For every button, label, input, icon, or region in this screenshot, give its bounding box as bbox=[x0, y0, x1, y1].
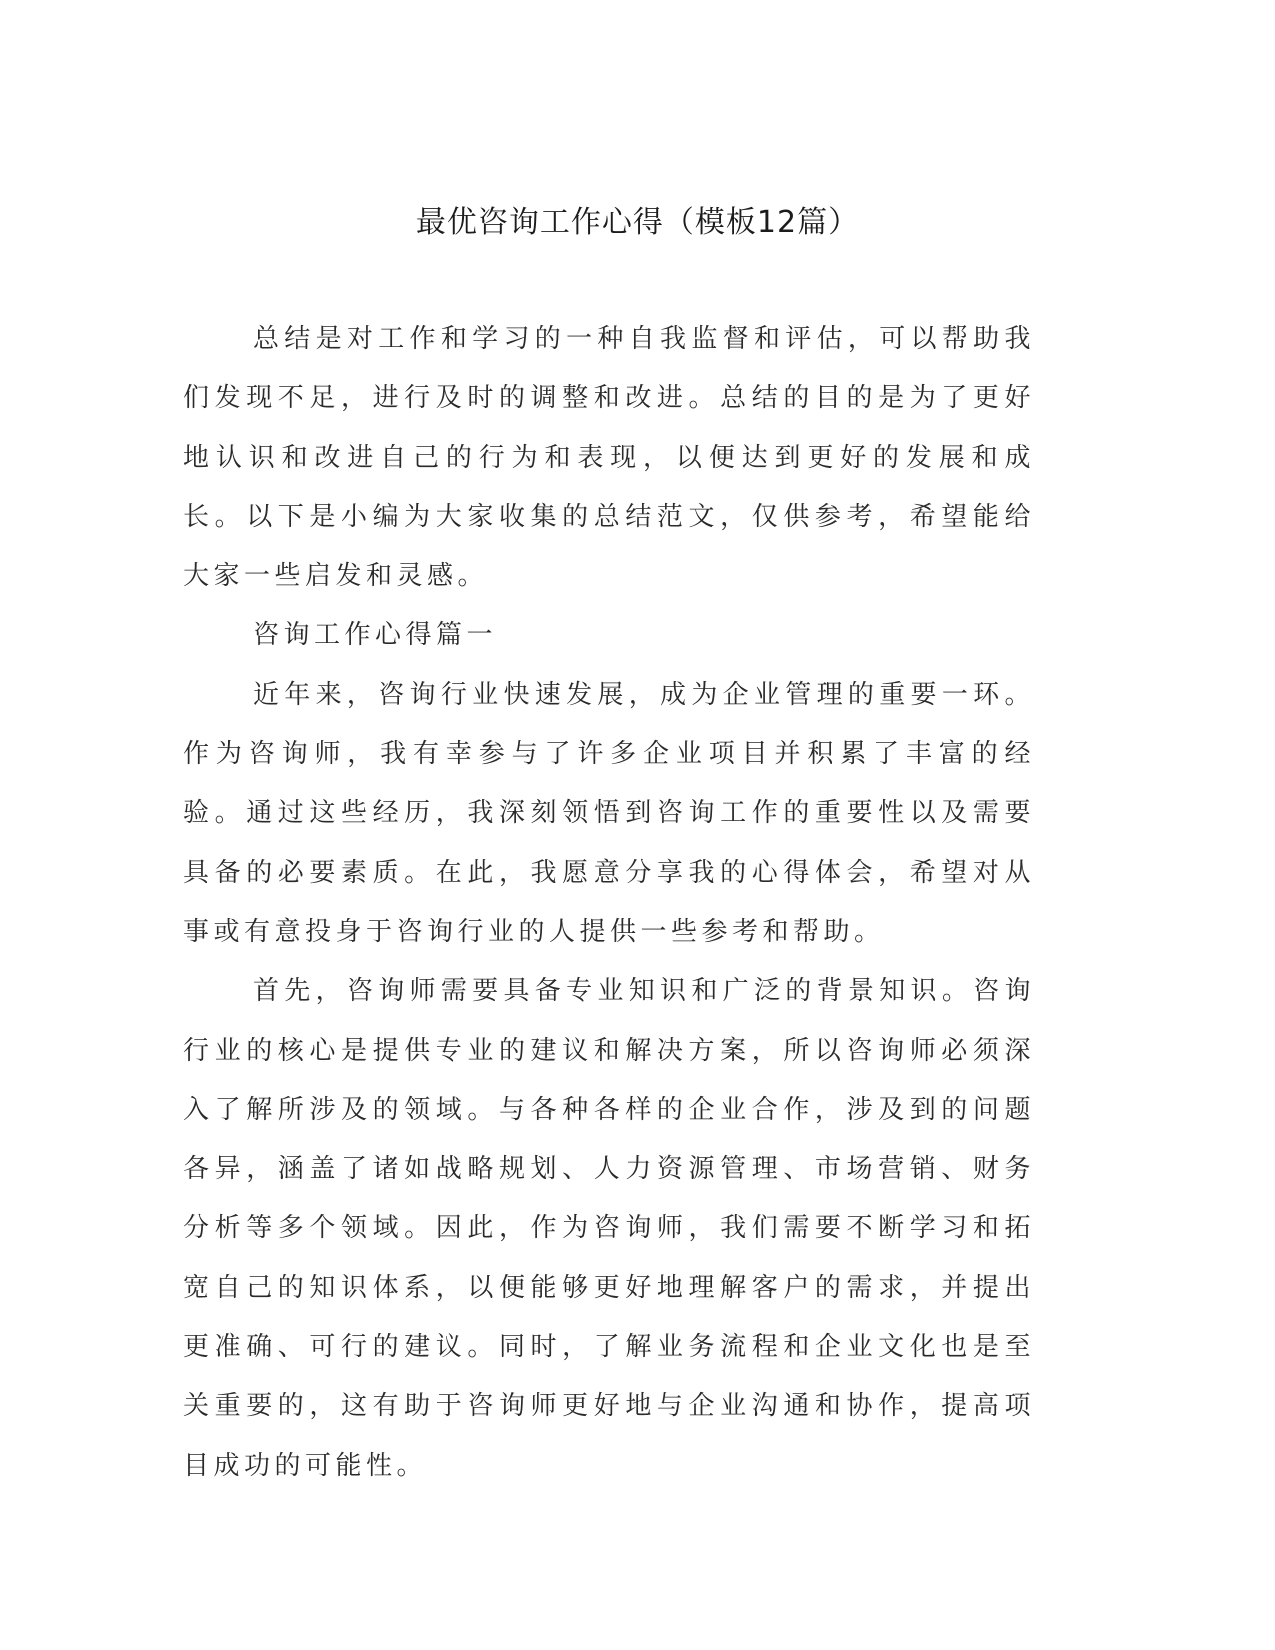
body-paragraph: 首先，咨询师需要具备专业知识和广泛的背景知识。咨询行业的核心是提供专业的建议和解决方案，所以咨询师必须深入了解所涉及的领域。与各种各样的企业合作，涉及到的问题各异，涵盖了诸如战略规划、人力资源管理、市场营销、财务分析等多个领域。因此，作为咨询师，我们需要不断学习和拓宽自己的知识体系，以便能够更好地理解客户的需求，并提出更准确、可行的建议。同时，了解业务流程和企业文化也是至关重要的，这有助于咨询师更好地与企业沟通和协作，提高项目成功的可能性。 bbox=[183, 976, 1035, 1481]
body-paragraph: 近年来，咨询行业快速发展，成为企业管理的重要一环。作为咨询师，我有幸参与了许多企业项目并积累了丰富的经验。通过这些经历，我深刻领悟到咨询工作的重要性以及需要具备的必要素质。在此，我愿意分享我的心得体会，希望对从事或有意投身于咨询行业的人提供一些参考和帮助。 bbox=[183, 679, 1035, 947]
document-title: 最优咨询工作心得（模板12篇） bbox=[415, 205, 860, 240]
section-heading: 咨询工作心得篇一 bbox=[253, 620, 498, 651]
document-body bbox=[183, 310, 1035, 1496]
intro-paragraph: 总结是对工作和学习的一种自我监督和评估，可以帮助我们发现不足，进行及时的调整和改进。总结的目的是为了更好地认识和改进自己的行为和表现，以便达到更好的发展和成长。以下是小编为大家收集的总结范文，仅供参考，希望能给大家一些启发和灵感。 bbox=[183, 324, 1035, 592]
